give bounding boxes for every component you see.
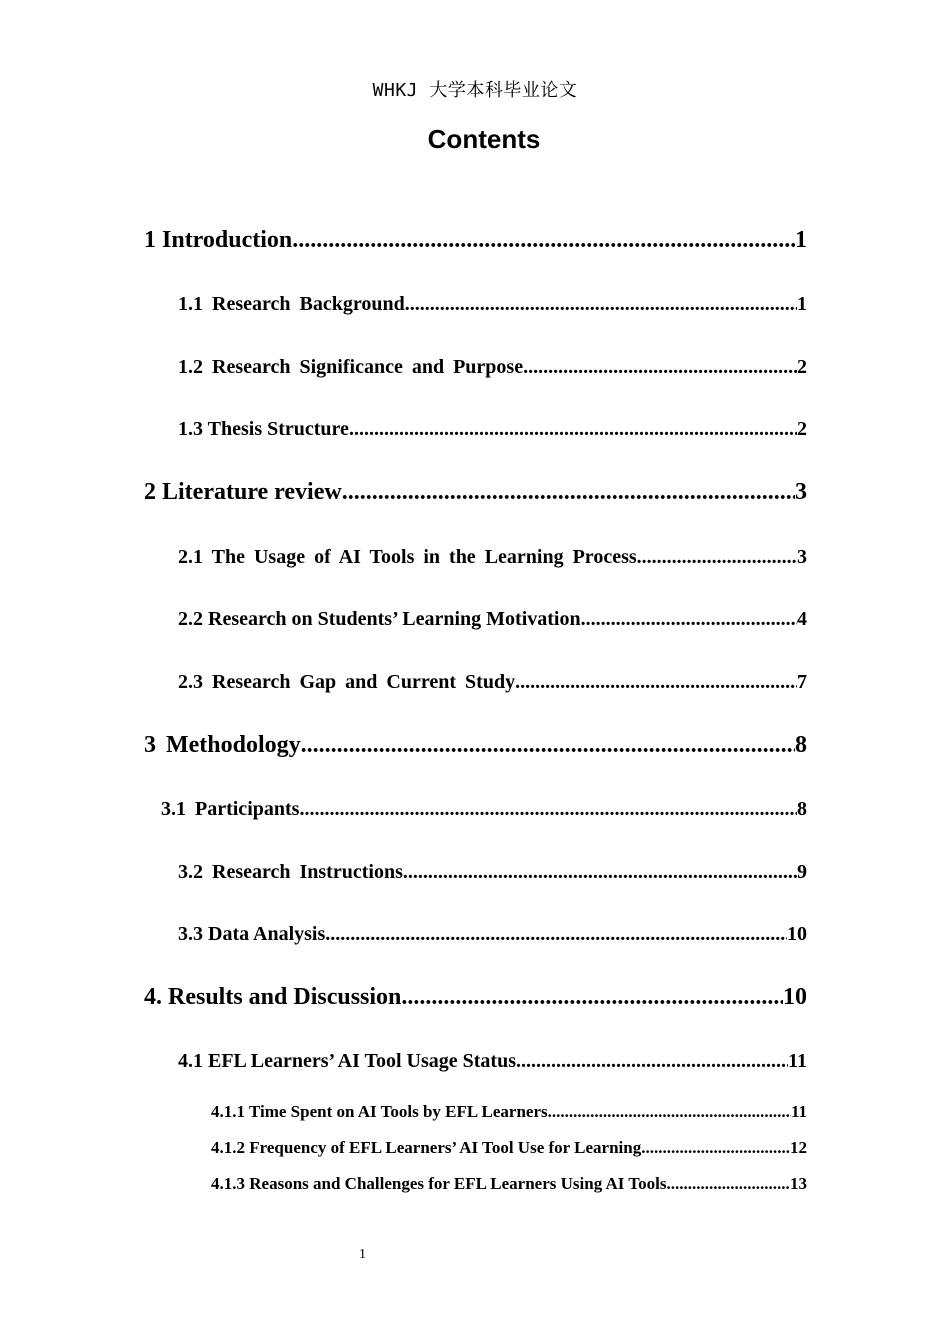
toc-entry-page: 7 xyxy=(797,671,807,693)
toc-entry-1[interactable] xyxy=(144,227,807,254)
toc-dot-leader xyxy=(403,861,797,884)
toc-entry-page: 2 xyxy=(797,418,807,440)
toc-entry-label: 4. Results and Discussion xyxy=(144,984,402,1010)
toc-entry-2-2[interactable] xyxy=(178,608,807,631)
toc-entry-label: 1.1 Research Background xyxy=(178,293,405,315)
toc-entry-label: 4.1.3 Reasons and Challenges for EFL Learners Using AI Tools xyxy=(211,1174,667,1193)
toc-entry-label: 2.2 Research on Students’ Learning Motivation xyxy=(178,608,581,630)
toc-entry-label: 1.3 Thesis Structure xyxy=(178,418,349,440)
toc-entry-page: 3 xyxy=(797,546,807,568)
toc-entry-page: 1 xyxy=(797,293,807,315)
toc-entry-3-2[interactable] xyxy=(178,861,807,884)
toc-entry-label: 4.1 EFL Learners’ AI Tool Usage Status xyxy=(178,1050,516,1072)
toc-entry-2-3[interactable] xyxy=(178,671,807,694)
toc-entry-2-1[interactable] xyxy=(178,546,807,569)
toc-entry-page: 8 xyxy=(797,798,807,820)
toc-dot-leader xyxy=(325,923,787,946)
toc-dot-leader xyxy=(581,608,797,631)
toc-entry-4[interactable] xyxy=(144,984,807,1011)
toc-entry-label: 2 Literature review xyxy=(144,479,342,505)
toc-entry-1-3[interactable] xyxy=(178,418,807,441)
toc-dot-leader xyxy=(516,1050,788,1073)
contents-title: Contents xyxy=(427,124,541,154)
toc-entry-page: 9 xyxy=(797,861,807,883)
page-header: WHKJ 大学本科毕业论文 xyxy=(372,80,578,101)
toc-entry-page: 13 xyxy=(790,1174,807,1193)
toc-dot-leader xyxy=(349,418,797,441)
toc-dot-leader xyxy=(637,546,797,569)
toc-entry-page: 10 xyxy=(783,984,807,1010)
toc-entry-page: 10 xyxy=(787,923,807,945)
toc-entry-1-1[interactable] xyxy=(178,293,807,316)
toc-dot-leader xyxy=(299,798,797,821)
toc-entry-label: 1 Introduction xyxy=(144,227,293,253)
toc-entry-page: 11 xyxy=(790,1102,807,1121)
toc-entry-label: 4.1.1 Time Spent on AI Tools by EFL Learners xyxy=(211,1102,548,1121)
toc-entry-page: 11 xyxy=(788,1050,807,1072)
page-number: 1 xyxy=(359,1247,366,1262)
toc-entry-3-1[interactable] xyxy=(161,798,807,821)
toc-entry-label: 2.1 The Usage of AI Tools in the Learning Process xyxy=(178,546,637,568)
toc-dot-leader xyxy=(292,227,795,254)
toc-dot-leader xyxy=(641,1138,790,1158)
toc-entry-label: 3 Methodology xyxy=(144,732,301,758)
toc-entry-3[interactable] xyxy=(144,732,807,759)
toc-entry-4-1-3[interactable] xyxy=(211,1174,807,1194)
toc-dot-leader xyxy=(515,671,797,694)
toc-dot-leader xyxy=(405,293,797,316)
toc-dot-leader xyxy=(301,732,795,759)
toc-entry-page: 12 xyxy=(790,1138,807,1157)
toc-entry-2[interactable] xyxy=(144,479,807,506)
toc-dot-leader xyxy=(401,984,783,1011)
toc-entry-page: 2 xyxy=(797,356,807,378)
toc-dot-leader xyxy=(523,356,797,379)
toc-entry-label: 2.3 Research Gap and Current Study xyxy=(178,671,516,693)
toc-entry-page: 4 xyxy=(797,608,807,630)
toc-entry-label: 3.2 Research Instructions xyxy=(178,861,403,883)
toc-entry-page: 8 xyxy=(795,732,807,758)
toc-entry-page: 3 xyxy=(795,479,807,505)
toc-dot-leader xyxy=(666,1174,790,1194)
toc-entry-label: 3.1 Participants xyxy=(161,798,300,820)
toc-dot-leader xyxy=(342,479,795,506)
toc-entry-4-1[interactable] xyxy=(178,1050,807,1073)
toc-entry-label: 1.2 Research Significance and Purpose xyxy=(178,356,524,378)
toc-entry-label: 3.3 Data Analysis xyxy=(178,923,326,945)
toc-entry-4-1-1[interactable] xyxy=(211,1102,807,1122)
toc-dot-leader xyxy=(548,1102,791,1122)
toc-entry-4-1-2[interactable] xyxy=(211,1138,807,1158)
toc-entry-label: 4.1.2 Frequency of EFL Learners’ AI Tool Use for Learning xyxy=(211,1138,642,1157)
toc-entry-page: 1 xyxy=(795,227,807,253)
toc-entry-3-3[interactable] xyxy=(178,923,807,946)
toc-entry-1-2[interactable] xyxy=(178,356,807,379)
